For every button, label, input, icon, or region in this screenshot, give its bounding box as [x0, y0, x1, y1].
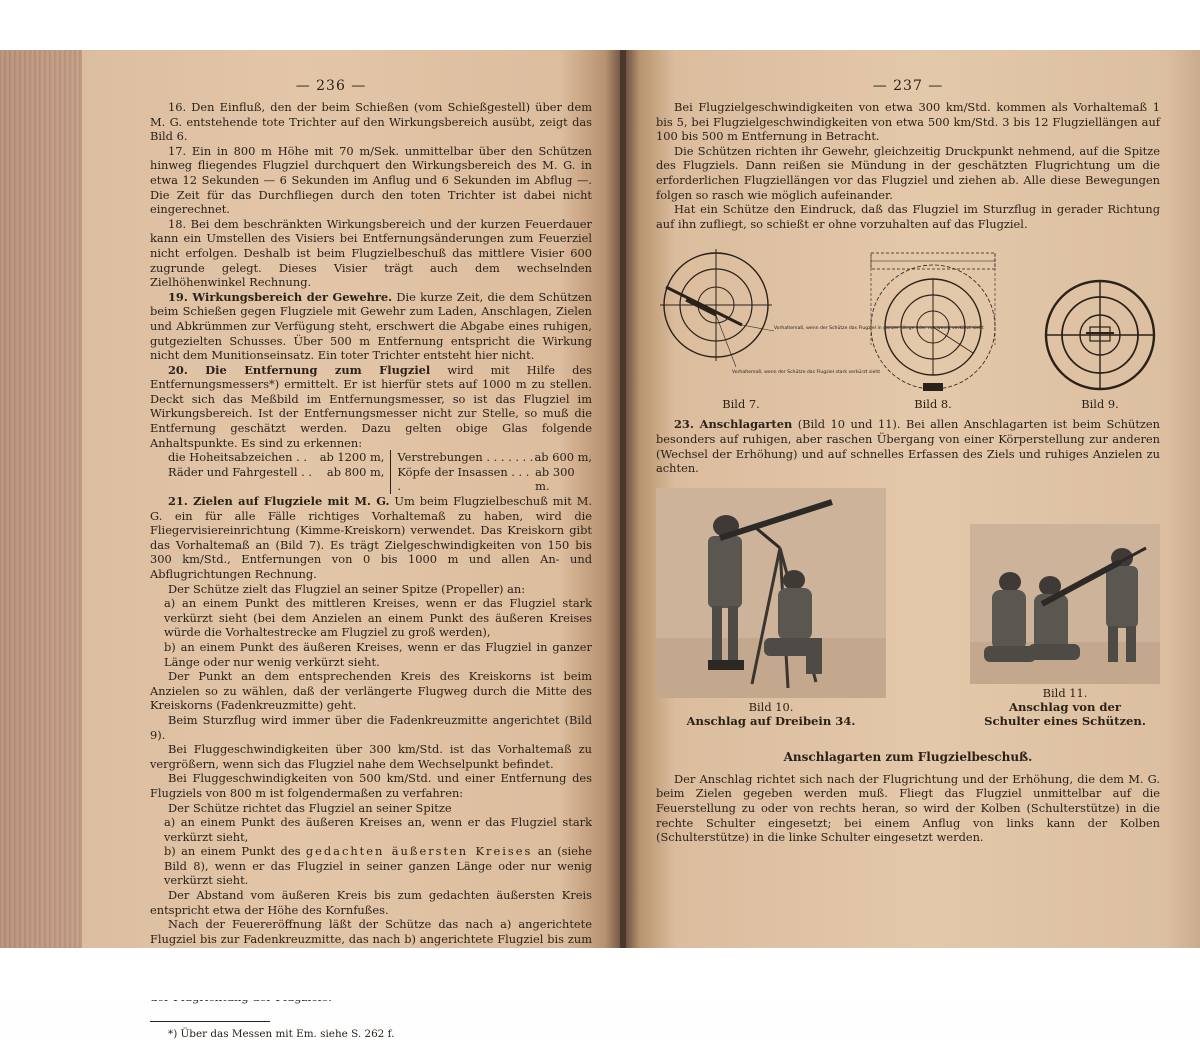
heading-20: 20. Die Entfernung zum Flugziel	[168, 362, 431, 377]
photo11-title-line-2: Schulter eines Schützen.	[984, 713, 1146, 728]
paragraph-21e: Bei Fluggeschwindigkeiten über 300 km/Std. ist das Vorhaltemaß zu vergrößern, wenn sich das Flugziel nahe dem Wechselpunkt befindet.	[150, 742, 592, 771]
distance-value: ab 600 m,	[534, 450, 592, 465]
page-edges	[0, 50, 82, 948]
paragraph-21f: Bei Fluggeschwindigkeiten von 500 km/Std. und einer Entfernung des Flugziels von 800 m ist folgendermaßen zu verfahren:	[150, 771, 592, 800]
photo11-label: Bild 11.	[1042, 685, 1088, 700]
right-page-text-3	[656, 772, 1160, 845]
item-21ga: a) an einem Punkt des äußeren Kreises an, wenn er das Flugziel stark verkürzt sieht,	[164, 815, 592, 844]
paragraph-21c: Der Punkt an dem entsprechenden Kreis des Kreiskorns ist beim Anzielen so zu wählen, daß der verlängerte Flugweg durch die Mitte des Kreiskorns (Fadenkreuzmitte) geht.	[150, 669, 592, 713]
left-page	[0, 50, 622, 1040]
right-page-text	[656, 100, 1160, 231]
paragraph-21-text: Um beim Flugzielbeschuß mit M. G. ein für alle Fälle richtiges Vorhaltemaß zu haben, wird die Fliegervisiereinrichtung (Kimme-Kreiskorn) verwendet. Das Kreiskorn gibt das Vorhaltemaß an (Bild 7). Es trägt Zielgeschwindigkeiten von 150 bis 300 km/Std., Entfernungen von 0 bis 1000 m und allen An- und Abflugrichtungen Rechnung.	[150, 494, 592, 581]
paragraph-23	[656, 417, 1160, 475]
photo10-title: Anschlag auf Dreibein 34.	[686, 713, 856, 728]
page-number-left: — 236 —	[295, 78, 367, 94]
caption-bild-8: Bild 8.	[914, 397, 952, 412]
paragraph-speeds: Bei Flugzielgeschwindigkeiten von etwa 300 km/Std. kommen als Vorhaltemaß 1 bis 5, bei Flugzielgeschwindigkeiten von etwa 500 km/Std. 3 bis 12 Flugziellängen auf 100 bis 500 m Entfernung in Betracht.	[656, 100, 1160, 144]
photo-figures	[656, 488, 1160, 728]
figure-bild-10	[656, 488, 886, 728]
left-page-text	[150, 100, 592, 450]
paragraph-16: 16. Den Einfluß, den der beim Schießen (vom Schießgestell) über dem M. G. entstehende tote Trichter auf den Wirkungsbereich ausübt, zeigt das Bild 6.	[150, 100, 592, 144]
book-spread	[0, 50, 1200, 1040]
item-21a: a) an einem Punkt des mittleren Kreises, wenn er das Flugziel stark verkürzt sieht (bei dem Anzielen an einem Punkt des äußeren Kreises würde die Vorhaltestrecke am Flugziel zu groß werden),	[164, 596, 592, 640]
heading-21: 21. Zielen auf Flugziele mit M. G.	[168, 494, 390, 509]
recognition-distances	[168, 450, 592, 494]
right-page	[626, 50, 1200, 948]
item-21gb-pre: b) an einem Punkt des	[164, 844, 306, 859]
bild7-note-a: Vorhaltemaß, wenn der Schütze das Flugziel in ganzer Länge oder nur wenig verkürzt sieht	[774, 326, 984, 332]
caption-bild-7: Bild 7.	[722, 397, 760, 412]
item-21gb	[150, 844, 592, 888]
sight-figures	[656, 245, 1160, 411]
paragraph-final: Der Anschlag richtet sich nach der Flugrichtung und der Erhöhung, die dem M. G. beim Zielen gegeben werden muß. Fliegt das Flugziel unmittelbar auf die Feuerstellung zu oder von rechts heran, so wird der Kolben (Schulterstütze) in die rechte Schulter eingesetzt; bei einem Anflug von links kann der Kolben (Schulterstütze) in die linke Schulter eingesetzt werden.	[656, 771, 1160, 845]
photo-tripod-mount	[656, 488, 886, 698]
heading-23: 23. Anschlagarten	[674, 417, 793, 432]
section-title: Anschlagarten zum Flugzielbeschuß.	[783, 749, 1033, 764]
paragraph-19	[150, 290, 592, 363]
distance-row	[168, 450, 384, 465]
item-21gb-spaced: gedachten äußersten Kreises	[305, 844, 533, 859]
left-page-text-2	[150, 494, 592, 1005]
distances-col-2	[391, 450, 592, 494]
item-21gb-post: an (siehe Bild 8), wenn er das Flugziel in seiner ganzen Länge oder nur wenig verkürzt sieht.	[164, 844, 592, 888]
distance-label: Verstrebungen . . . . . . .	[397, 450, 534, 465]
photo11-title-line-1: Anschlag von der	[1008, 699, 1122, 714]
figure-bild-8	[863, 245, 1003, 411]
figure-bild-11	[970, 524, 1160, 728]
paragraph-19-text: Die kurze Zeit, die dem Schützen beim Schießen gegen Flugziele mit Gewehr zum Laden, Anschlagen, Zielen und Abkrümmen zur Verfügung steht, erschwert die Abgabe eines ruhigen, gutgezielten Schusses. Über 500 m Entfernung entspricht die Wirkung nicht dem Munitionseinsatz. Ein toter Trichter entsteht hier nicht.	[150, 289, 592, 363]
paragraph-21h: Der Abstand vom äußeren Kreis bis zum gedachten äußersten Kreis entspricht etwa der Höhe des Kornfußes.	[150, 888, 592, 917]
paragraph-18: 18. Bei dem beschränkten Wirkungsbereich und der kurzen Feuerdauer kann ein Umstellen des Visiers bei Entfernungsänderungen zum Feuerziel nicht erfolgen. Deshalb ist beim Flugzielbeschuß das mittlere Visier 600 zugrunde gelegt. Dieses Visier trägt auch dem wechselnden Zielhöhenwinkel Rechnung.	[150, 216, 592, 290]
ring-sight-diagram-8	[863, 245, 1003, 395]
distance-value: ab 800 m,	[326, 464, 385, 479]
ring-sight-diagram-7	[656, 245, 984, 395]
distance-row	[397, 450, 592, 465]
footnote-rule	[150, 1021, 270, 1022]
photo10-label: Bild 10.	[748, 699, 794, 714]
paragraph-20	[150, 363, 592, 451]
distance-value: ab 1200 m,	[319, 450, 385, 465]
item-21b: b) an einem Punkt des äußeren Kreises, wenn er das Flugziel in ganzer Länge oder nur wenig verkürzt sieht.	[164, 639, 592, 669]
paragraph-23-text: (Bild 10 und 11). Bei allen Anschlagarten ist beim Schützen besonders auf ruhigen, aber raschen Übergang von einer Körperstellung zur anderen (Wechsel der Erhöhung) und auf schnelles Erfassen des Ziels und ruhiges Anzielen zu achten.	[656, 417, 1160, 476]
bottom-margin	[0, 948, 1200, 1000]
distance-label: Räder und Fahrgestell . .	[168, 464, 312, 479]
figure-bild-9	[1040, 275, 1160, 411]
paragraph-17: 17. Ein in 800 m Höhe mit 70 m/Sek. unmittelbar über den Schützen hinweg fliegendes Flugziel durchquert den Wirkungsbereich des M. G. in etwa 12 Sekunden — 6 Sekunden im Anflug und 6 Sekunden im Abflug —. Die Zeit für das Durchfliegen durch den toten Trichter ist dabei nicht eingerechnet.	[150, 143, 592, 217]
paragraph-21	[150, 494, 592, 582]
paragraph-aiming: Die Schützen richten ihr Gewehr, gleichzeitig Druckpunkt nehmend, auf die Spitze des Flugziels. Dann reißen sie Mündung in der geschätzten Flugrichtung um die erforderlichen Flugziellängen vor das Flugziel und ziehen ab. Alle diese Bewegungen folgen so rasch wie möglich aufeinander.	[656, 143, 1160, 202]
paragraph-dive: Hat ein Schütze den Eindruck, daß das Flugziel im Sturzflug in gerader Richtung auf ihn zufliegt, so schießt er ohne vorzuhalten auf das Flugziel.	[656, 202, 1160, 231]
paragraph-20-text: wird mit Hilfe des Entfernungsmessers*) ermittelt. Er ist hierfür stets auf 1000 m zu stellen. Deckt sich das Meßbild im Entfernungsmesser, so ist das Flugziel im Wirkungsbereich. Ist der Entfernungsmesser nicht zur Stelle, so muß die Entfernung geschätzt werden. Dazu gelten obige Glas folgende Anhaltspunkte. Es sind zu erkennen:	[150, 362, 592, 450]
distance-label: Köpfe der Insassen . . . .	[397, 464, 530, 494]
photo-shoulder-mount	[970, 524, 1160, 684]
footnote: *) Über das Messen mit Em. siehe S. 262 f.	[168, 1027, 395, 1040]
paragraph-21b: Der Schütze zielt das Flugziel an seiner Spitze (Propeller) an:	[168, 581, 526, 596]
ring-sight-diagram-9	[1040, 275, 1160, 395]
right-page-text-2	[656, 417, 1160, 475]
bild7-note-b: Vorhaltemaß, wenn der Schütze das Flugziel stark verkürzt sieht	[732, 370, 881, 376]
distance-value: ab 300 m.	[535, 464, 575, 494]
paragraph-21i: Nach der Feuereröffnung läßt der Schütze das nach a) angerichtete Flugziel bis zur Fadenkreuzmitte, das nach b) angerichtete Flugziel bis zum	[150, 917, 592, 946]
distance-row	[168, 465, 384, 480]
distance-label: die Hoheitsabzeichen . .	[168, 450, 307, 465]
heading-19: 19. Wirkungsbereich der Gewehre.	[168, 289, 393, 304]
top-margin	[0, 0, 1200, 50]
distance-row	[397, 465, 592, 494]
caption-bild-9: Bild 9.	[1081, 397, 1119, 412]
paragraph-21g: Der Schütze richtet das Flugziel an seiner Spitze	[168, 800, 452, 815]
page-number-right: — 237 —	[872, 78, 944, 94]
distances-col-1	[168, 450, 391, 494]
paragraph-21d: Beim Sturzflug wird immer über die Fadenkreuzmitte angerichtet (Bild 9).	[150, 712, 592, 742]
